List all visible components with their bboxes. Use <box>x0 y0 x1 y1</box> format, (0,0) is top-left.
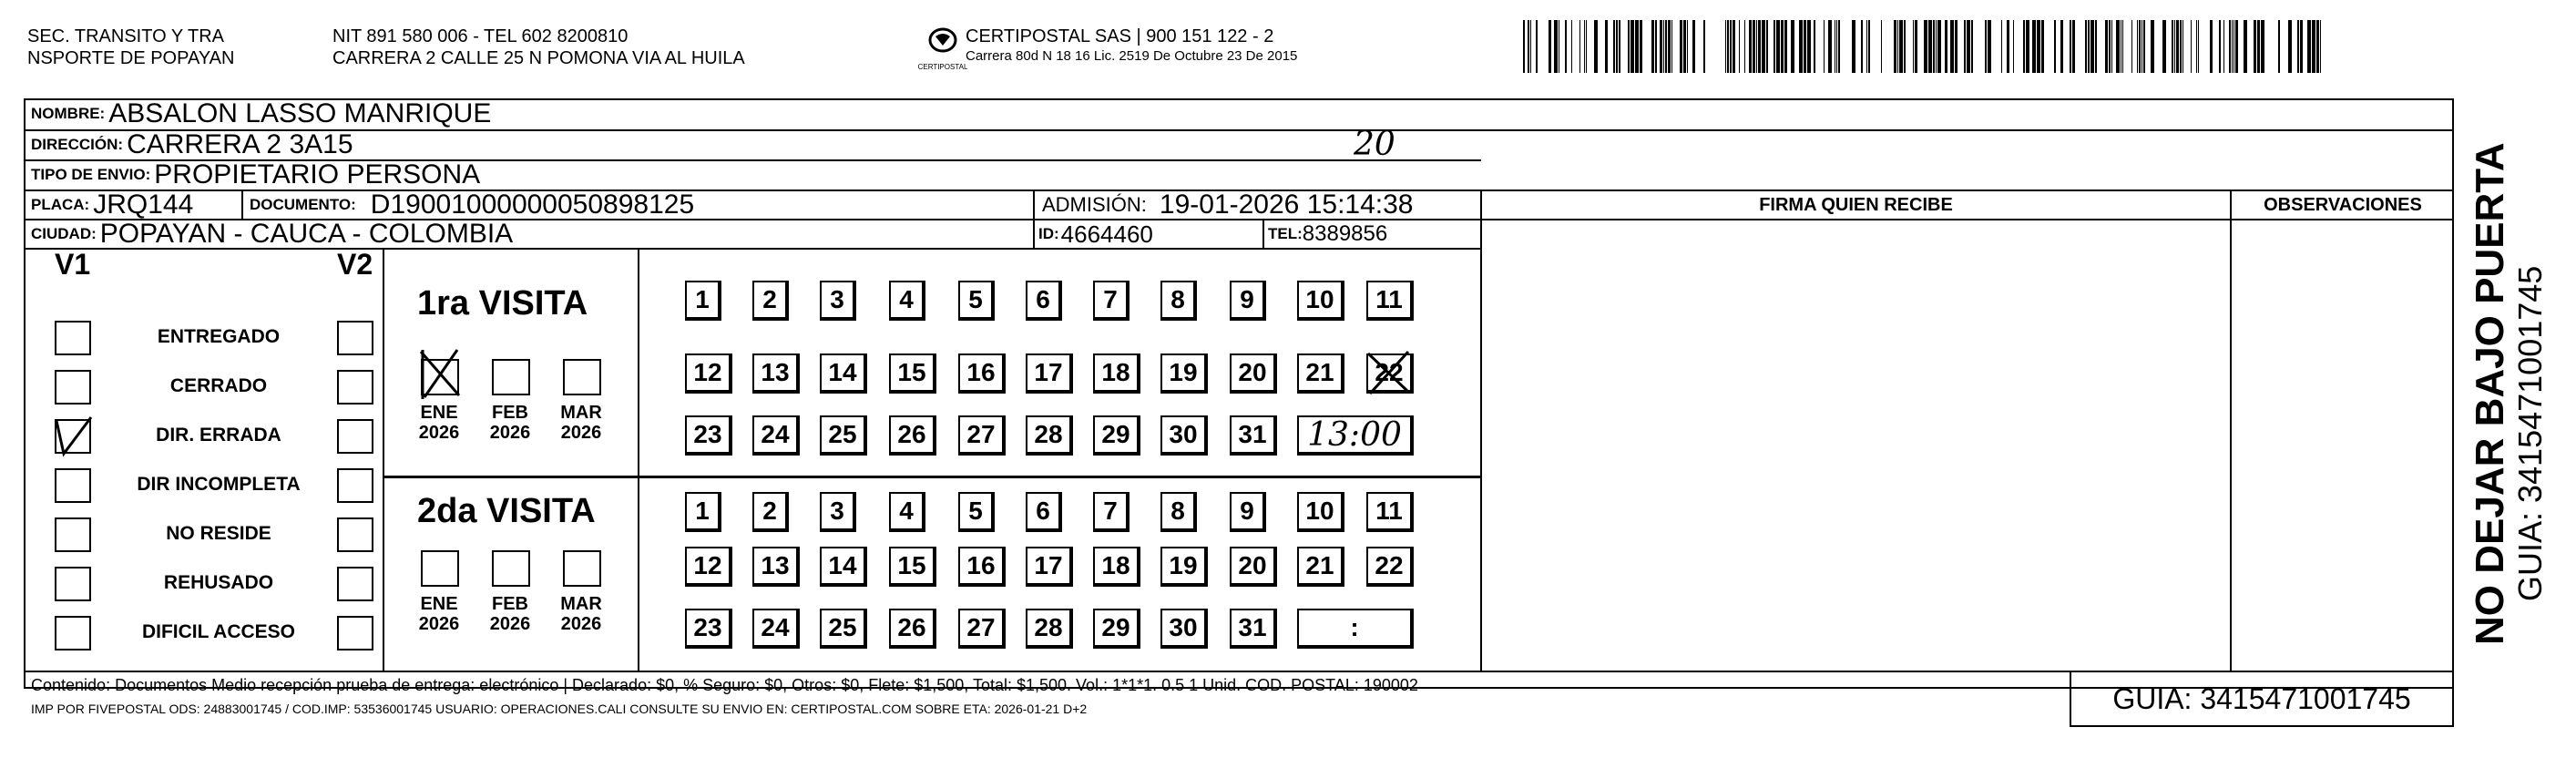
second-visit-month-label: MAR 2026 <box>560 594 602 634</box>
v1-checkbox[interactable] <box>55 370 91 405</box>
shipment-type-label: TIPO DE ENVIO: <box>31 166 151 183</box>
second-visit-day-box[interactable]: 25 <box>820 609 867 649</box>
address-value: CARRERA 2 3A15 <box>127 128 353 159</box>
first-visit-day-box[interactable]: 2 <box>752 281 789 321</box>
second-visit-day-box[interactable]: 10 <box>1297 492 1344 532</box>
second-visit-day-box[interactable]: 21 <box>1297 547 1344 587</box>
tel-label: TEL: <box>1268 225 1303 242</box>
city-field <box>31 220 513 249</box>
nit-line: NIT 891 580 006 - TEL 602 8200810 <box>332 26 629 46</box>
imp-line: IMP POR FIVEPOSTAL ODS: 24883001745 / COD.IMP: 53536001745 USUARIO: OPERACIONES.CALI CONSULTE SU ENVIO EN: CERTIPOSTAL.COM SOBRE ETA: 2026-01-21 D+2 <box>31 702 1088 716</box>
status-label: ENTREGADO <box>157 326 281 347</box>
first-visit-day-box[interactable]: 8 <box>1160 281 1197 321</box>
second-visit-day-box[interactable]: 6 <box>1026 492 1062 532</box>
second-visit-day-box[interactable]: 13 <box>752 547 800 587</box>
v2-checkbox[interactable] <box>337 567 373 601</box>
first-visit-day-box[interactable]: 3 <box>820 281 856 321</box>
second-visit-day-box[interactable]: 3 <box>820 492 856 532</box>
admission-value: 19-01-2026 15:14:38 <box>1159 190 1414 220</box>
second-visit-day-box[interactable]: 18 <box>1093 547 1140 587</box>
plate-label: PLACA: <box>31 196 90 213</box>
guide-box: GUIA: 3415471001745 <box>2070 671 2454 727</box>
id-value: 4664460 <box>1060 220 1153 248</box>
second-visit-month-checkbox-mar[interactable] <box>563 550 601 587</box>
second-visit-time-box[interactable]: : <box>1297 609 1414 649</box>
city-value: POPAYAN - CAUCA - COLOMBIA <box>99 219 514 249</box>
v2-checkbox[interactable] <box>337 517 373 552</box>
first-visit-day-box[interactable]: 26 <box>889 415 936 456</box>
first-visit-day-box[interactable]: 18 <box>1093 353 1140 394</box>
first-visit-day-box[interactable]: 28 <box>1026 415 1073 456</box>
document-field <box>250 190 694 220</box>
first-visit-month-checkbox-mar[interactable] <box>563 359 601 395</box>
first-visit-day-box[interactable]: 12 <box>685 353 732 394</box>
second-visit-day-box[interactable]: 5 <box>958 492 995 532</box>
second-visit-day-box[interactable]: 20 <box>1230 547 1277 587</box>
second-visit-day-box[interactable]: 4 <box>889 492 925 532</box>
sender-line1: SEC. TRANSITO Y TRA <box>27 26 224 46</box>
signature-area[interactable] <box>1482 220 2230 671</box>
first-visit-day-box[interactable]: 31 <box>1230 415 1277 456</box>
status-label: REHUSADO <box>163 572 274 593</box>
first-visit-day-box[interactable]: 25 <box>820 415 867 456</box>
first-visit-day-box[interactable]: 4 <box>889 281 925 321</box>
second-visit-month-label: FEB 2026 <box>489 594 531 634</box>
shipment-type-value: PROPIETARIO PERSONA <box>154 159 481 190</box>
license-line: Carrera 80d N 18 16 Lic. 2519 De Octubre 23 De 2015 <box>966 48 1298 64</box>
second-visit-day-box[interactable]: 22 <box>1366 547 1414 587</box>
status-label: DIR INCOMPLETA <box>137 474 301 495</box>
first-visit-day-box[interactable]: 22 <box>1366 353 1414 394</box>
second-visit-day-box[interactable]: 16 <box>958 547 1006 587</box>
second-visit-title: 2da VISITA <box>417 492 596 530</box>
second-visit-day-box[interactable]: 26 <box>889 609 936 649</box>
first-visit-time-box[interactable]: 13:00 <box>1297 415 1414 456</box>
second-visit-day-box[interactable]: 1 <box>685 492 721 532</box>
second-visit-day-box[interactable]: 24 <box>752 609 800 649</box>
v1-checkbox[interactable] <box>55 567 91 601</box>
second-visit-day-box[interactable]: 7 <box>1093 492 1130 532</box>
admission-field <box>1042 190 1413 220</box>
observations-area[interactable] <box>2232 220 2454 671</box>
second-visit-day-box[interactable]: 29 <box>1093 609 1140 649</box>
name-field <box>31 98 491 129</box>
first-visit-month-checkbox-feb[interactable] <box>492 359 530 395</box>
observations-label: OBSERVACIONES <box>2264 195 2422 215</box>
first-visit-day-box[interactable]: 29 <box>1093 415 1140 456</box>
first-visit-day-box[interactable]: 1 <box>685 281 721 321</box>
document-value: D19001000000050898125 <box>370 190 695 220</box>
first-visit-day-box[interactable]: 7 <box>1093 281 1130 321</box>
v2-checkbox[interactable] <box>337 419 373 454</box>
company-line: CERTIPOSTAL SAS | 900 151 122 - 2 <box>966 26 1274 46</box>
first-visit-day-box[interactable]: 9 <box>1230 281 1266 321</box>
v1-checkbox[interactable] <box>55 616 91 650</box>
second-visit-day-box[interactable]: 28 <box>1026 609 1073 649</box>
v2-checkbox[interactable] <box>337 370 373 405</box>
v1-checkbox[interactable] <box>55 468 91 503</box>
first-visit-day-box[interactable]: 30 <box>1160 415 1208 456</box>
v1-checkbox[interactable] <box>55 517 91 552</box>
second-visit-month-checkbox-feb[interactable] <box>492 550 530 587</box>
second-visit-day-box[interactable]: 12 <box>685 547 732 587</box>
second-visit-day-box[interactable]: 30 <box>1160 609 1208 649</box>
first-visit-day-box[interactable]: 10 <box>1297 281 1344 321</box>
first-visit-day-box[interactable]: 19 <box>1160 353 1208 394</box>
content-line: Contenido: Documentos Medio recepción prueba de entrega: electrónico | Declarado: $0, % Seguro: $0, Otros: $0, Flete: $1,500, Total: $1,500. Vol.: 1*1*1. 0.5 1 Unid. COD. POSTAL: 190002 <box>31 676 1418 694</box>
first-visit-day-box[interactable]: 17 <box>1026 353 1073 394</box>
id-field <box>1038 220 1153 249</box>
sender-line2: NSPORTE DE POPAYAN <box>27 48 235 68</box>
address-label: DIRECCIÓN: <box>31 135 124 153</box>
sender-block <box>27 26 234 69</box>
second-visit-month-label: ENE 2026 <box>418 594 460 634</box>
first-visit-day-x-mark <box>1363 348 1414 397</box>
status-label: CERRADO <box>169 375 268 396</box>
second-visit-day-box[interactable]: 17 <box>1026 547 1073 587</box>
v2-label: V2 <box>337 248 373 281</box>
nit-block <box>332 26 745 69</box>
first-visit-day-box[interactable]: 6 <box>1026 281 1062 321</box>
second-visit-day-box[interactable]: 14 <box>820 547 867 587</box>
first-visit-day-box[interactable]: 20 <box>1230 353 1277 394</box>
second-visit-day-box[interactable]: 15 <box>889 547 936 587</box>
status-label: DIFICIL ACCESO <box>141 621 295 642</box>
svg-text:CERTIPOSTAL: CERTIPOSTAL <box>917 63 968 71</box>
second-visit-day-box[interactable]: 11 <box>1366 492 1414 532</box>
first-visit-day-box[interactable]: 21 <box>1297 353 1344 394</box>
first-visit-day-box[interactable]: 15 <box>889 353 936 394</box>
first-visit-title: 1ra VISITA <box>417 284 588 323</box>
second-visit-day-box[interactable]: 2 <box>752 492 789 532</box>
plate-value: JRQ144 <box>93 190 194 220</box>
first-visit-day-box[interactable]: 16 <box>958 353 1006 394</box>
second-visit-day-box[interactable]: 19 <box>1160 547 1208 587</box>
id-label: ID: <box>1038 225 1059 242</box>
v2-checkbox[interactable] <box>337 321 373 355</box>
first-visit-day-box[interactable]: 27 <box>958 415 1006 456</box>
tel-field <box>1268 220 1387 249</box>
barcode <box>1523 20 2325 73</box>
document-label: DOCUMENTO: <box>250 196 356 213</box>
second-visit-day-box[interactable]: 27 <box>958 609 1006 649</box>
second-visit-day-box[interactable]: 8 <box>1160 492 1197 532</box>
first-visit-month-x-mark <box>417 346 472 401</box>
second-visit-month-checkbox-ene[interactable] <box>421 550 459 587</box>
v1-label: V1 <box>55 248 91 281</box>
shipment-type-field <box>31 160 480 190</box>
v2-checkbox[interactable] <box>337 616 373 650</box>
side-guide-number: GUIA: 3415471001745 <box>2511 265 2549 601</box>
first-visit-month-label: MAR 2026 <box>560 403 602 443</box>
first-visit-day-box[interactable]: 13 <box>752 353 800 394</box>
v1-checkbox[interactable] <box>55 321 91 355</box>
address-field <box>31 129 353 159</box>
first-visit-month-label: FEB 2026 <box>489 403 531 443</box>
plate-field <box>31 190 193 220</box>
name-label: NOMBRE: <box>31 105 106 122</box>
address-handwritten-note: 20 <box>1354 126 1395 163</box>
company-block <box>966 26 1297 66</box>
v1-check-mark <box>51 414 97 459</box>
tel-value: 8389856 <box>1302 221 1388 246</box>
first-visit-day-box[interactable]: 5 <box>958 281 995 321</box>
city-label: CIUDAD: <box>31 225 97 242</box>
signature-label: FIRMA QUIEN RECIBE <box>1759 195 1953 215</box>
second-visit-day-box[interactable]: 23 <box>685 609 732 649</box>
second-visit-day-box[interactable]: 9 <box>1230 492 1266 532</box>
second-visit-day-box[interactable]: 31 <box>1230 609 1277 649</box>
first-visit-day-box[interactable]: 24 <box>752 415 800 456</box>
status-label: NO RESIDE <box>166 523 271 544</box>
address-line: CARRERA 2 CALLE 25 N POMONA VIA AL HUILA <box>332 48 745 68</box>
first-visit-month-label: ENE 2026 <box>418 403 460 443</box>
v2-checkbox[interactable] <box>337 468 373 503</box>
warning-text: NO DEJAR BAJO PUERTA <box>2468 142 2512 645</box>
name-value: ABSALON LASSO MANRIQUE <box>108 98 492 128</box>
admission-label: ADMISIÓN: <box>1042 193 1147 216</box>
first-visit-day-box[interactable]: 14 <box>820 353 867 394</box>
status-label: DIR. ERRADA <box>156 425 281 446</box>
first-visit-day-box[interactable]: 11 <box>1366 281 1414 321</box>
first-visit-day-box[interactable]: 23 <box>685 415 732 456</box>
